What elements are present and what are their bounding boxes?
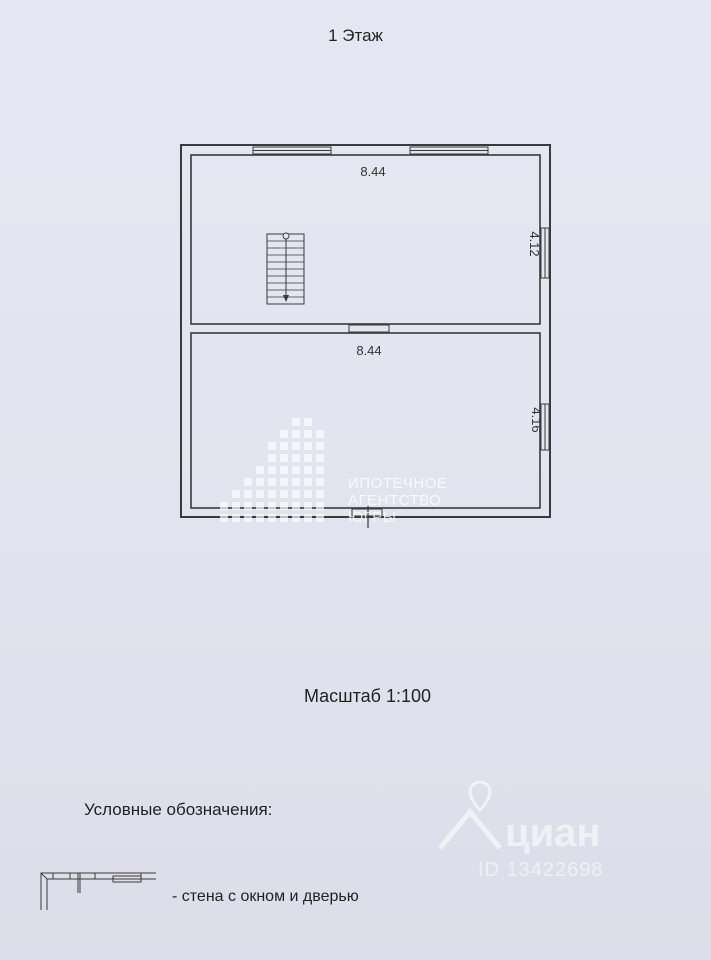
room-2-depth-label: 4.16 [529, 407, 544, 433]
window-top-right [410, 147, 488, 154]
agency-name-line-2: АГЕНТСТВО [348, 492, 442, 509]
room-1-wall [191, 155, 540, 324]
agency-logo-blocks-icon [220, 418, 324, 522]
agency-watermark [220, 418, 447, 526]
legend-wall-description: - стена с окном и дверью [172, 888, 359, 905]
room-1-width-label: 8.44 [360, 164, 386, 179]
cian-logo-icon [440, 782, 500, 848]
room-1-depth-label: 4.12 [527, 231, 542, 257]
cian-listing-id: ID 13422698 [478, 859, 604, 881]
floor-title: 1 Этаж [328, 26, 383, 45]
scale-label: Масштаб 1:100 [303, 686, 432, 706]
cian-brand-text: циан [505, 811, 601, 855]
agency-name-line-3: ЮГРЫ [348, 509, 397, 526]
room-2-width-label: 8.44 [356, 343, 382, 358]
cian-watermark [440, 782, 604, 881]
interior-door [349, 325, 389, 332]
legend-heading: Условные обозначения: [84, 800, 273, 819]
window-top-left [253, 147, 331, 154]
legend-wall-sample [41, 873, 156, 910]
staircase [267, 233, 304, 304]
agency-name-line-1: ИПОТЕЧНОЕ [348, 475, 448, 492]
